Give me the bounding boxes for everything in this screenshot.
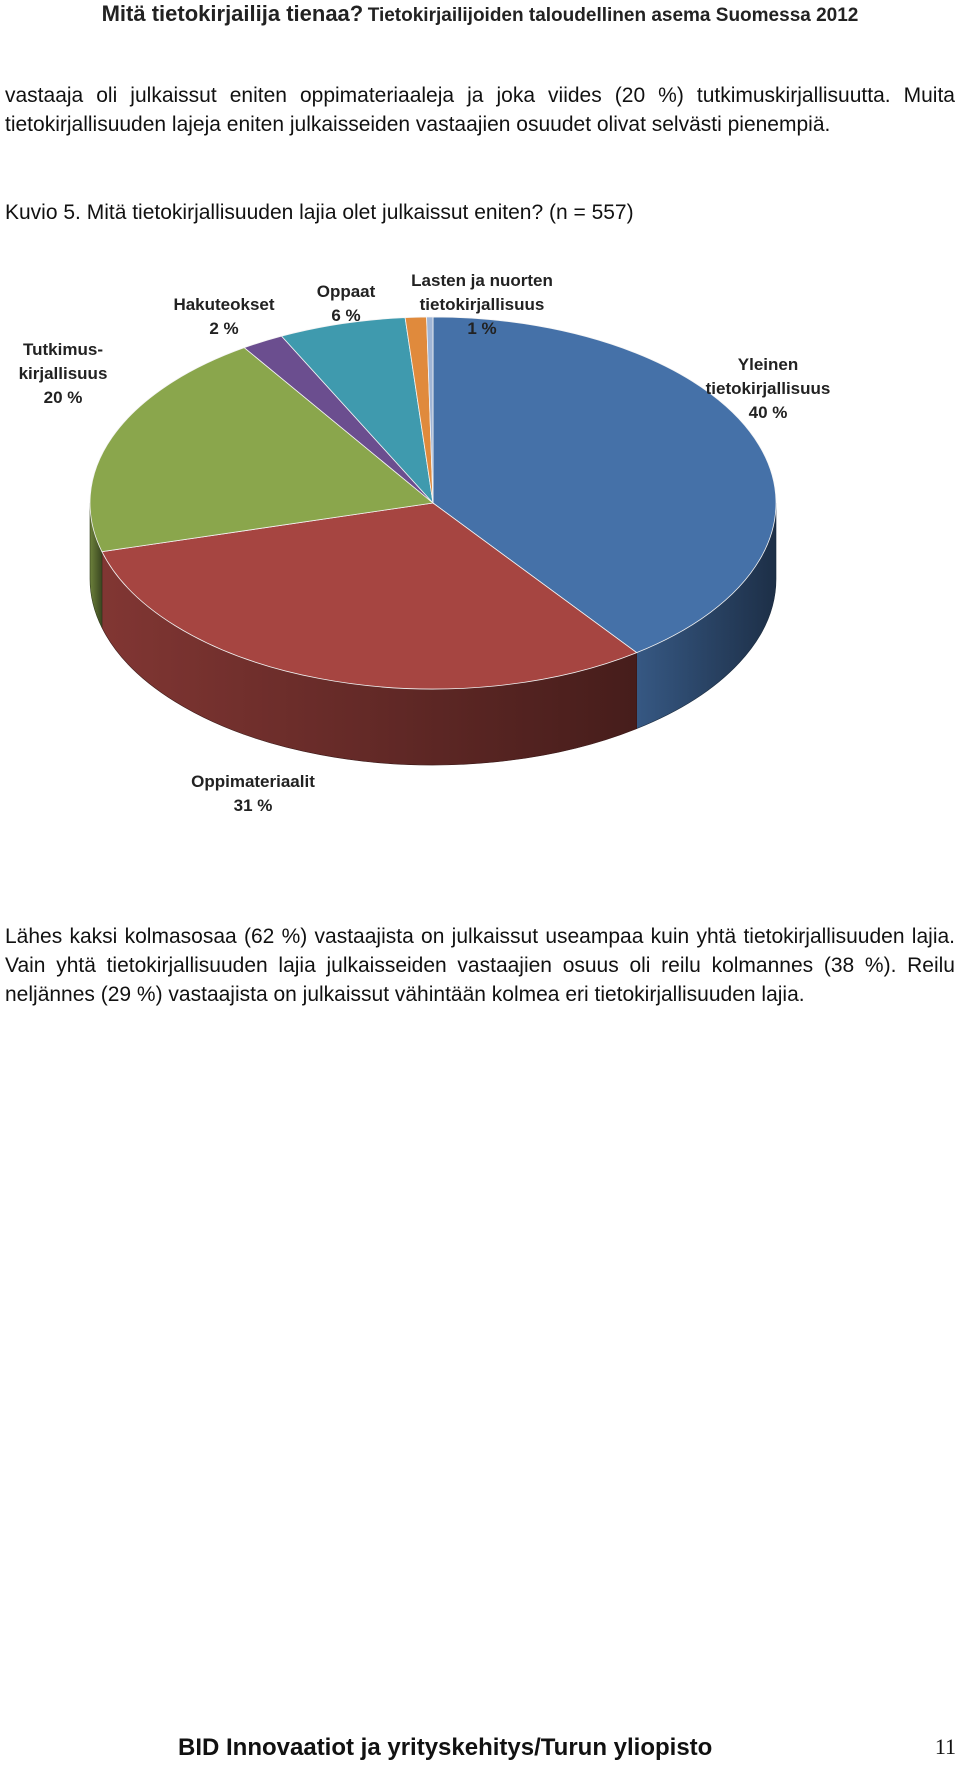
slice-label: Hakuteokset 2 %: [173, 295, 275, 338]
slice-label: Lasten ja nuorten tietokirjallisuus 1 %: [411, 271, 553, 338]
header-title: Mitä tietokirjailija tienaa?: [101, 1, 364, 26]
slice-label: Yleinen tietokirjallisuus 40 %: [705, 355, 831, 422]
pie-chart: [0, 262, 960, 842]
header-subtitle: Tietokirjailijoiden taloudellinen asema Suomessa 2012: [367, 5, 859, 26]
chart-caption: Kuvio 5. Mitä tietokirjallisuuden lajia olet julkaissut eniten? (n = 557): [5, 201, 634, 224]
slice-label: Oppimateriaalit 31 %: [191, 772, 315, 815]
slice-label: Oppaat 6 %: [316, 282, 376, 325]
page-number: 11: [934, 1734, 956, 1759]
paragraph-top: vastaaja oli julkaissut eniten oppimateriaaleja ja joka viides (20 %) tutkimuskirjallisuutta. Muita tietokirjallisuuden lajeja eniten julkaisseiden vastaajien osuudet olivat selvästi pienempiä.: [5, 84, 955, 136]
page-header: [0, 0, 960, 34]
paragraph-bottom: Lähes kaksi kolmasosaa (62 %) vastaajista on julkaissut useampaa kuin yhtä tietokirjallisuuden lajia. Vain yhtä tietokirjallisuuden lajia julkaisseiden vastaajien osuus oli reilu kolmannes (38 %). Reilu neljännes (29 %) vastaajista on julkaissut vähintään kolmea eri tietokirjallisuuden lajia.: [5, 925, 955, 1006]
slice-label: Tutkimus-kirjallisuus 20 %: [18, 340, 108, 407]
footer-text: BID Innovaatiot ja yrityskehitys/Turun yliopisto: [178, 1734, 713, 1761]
